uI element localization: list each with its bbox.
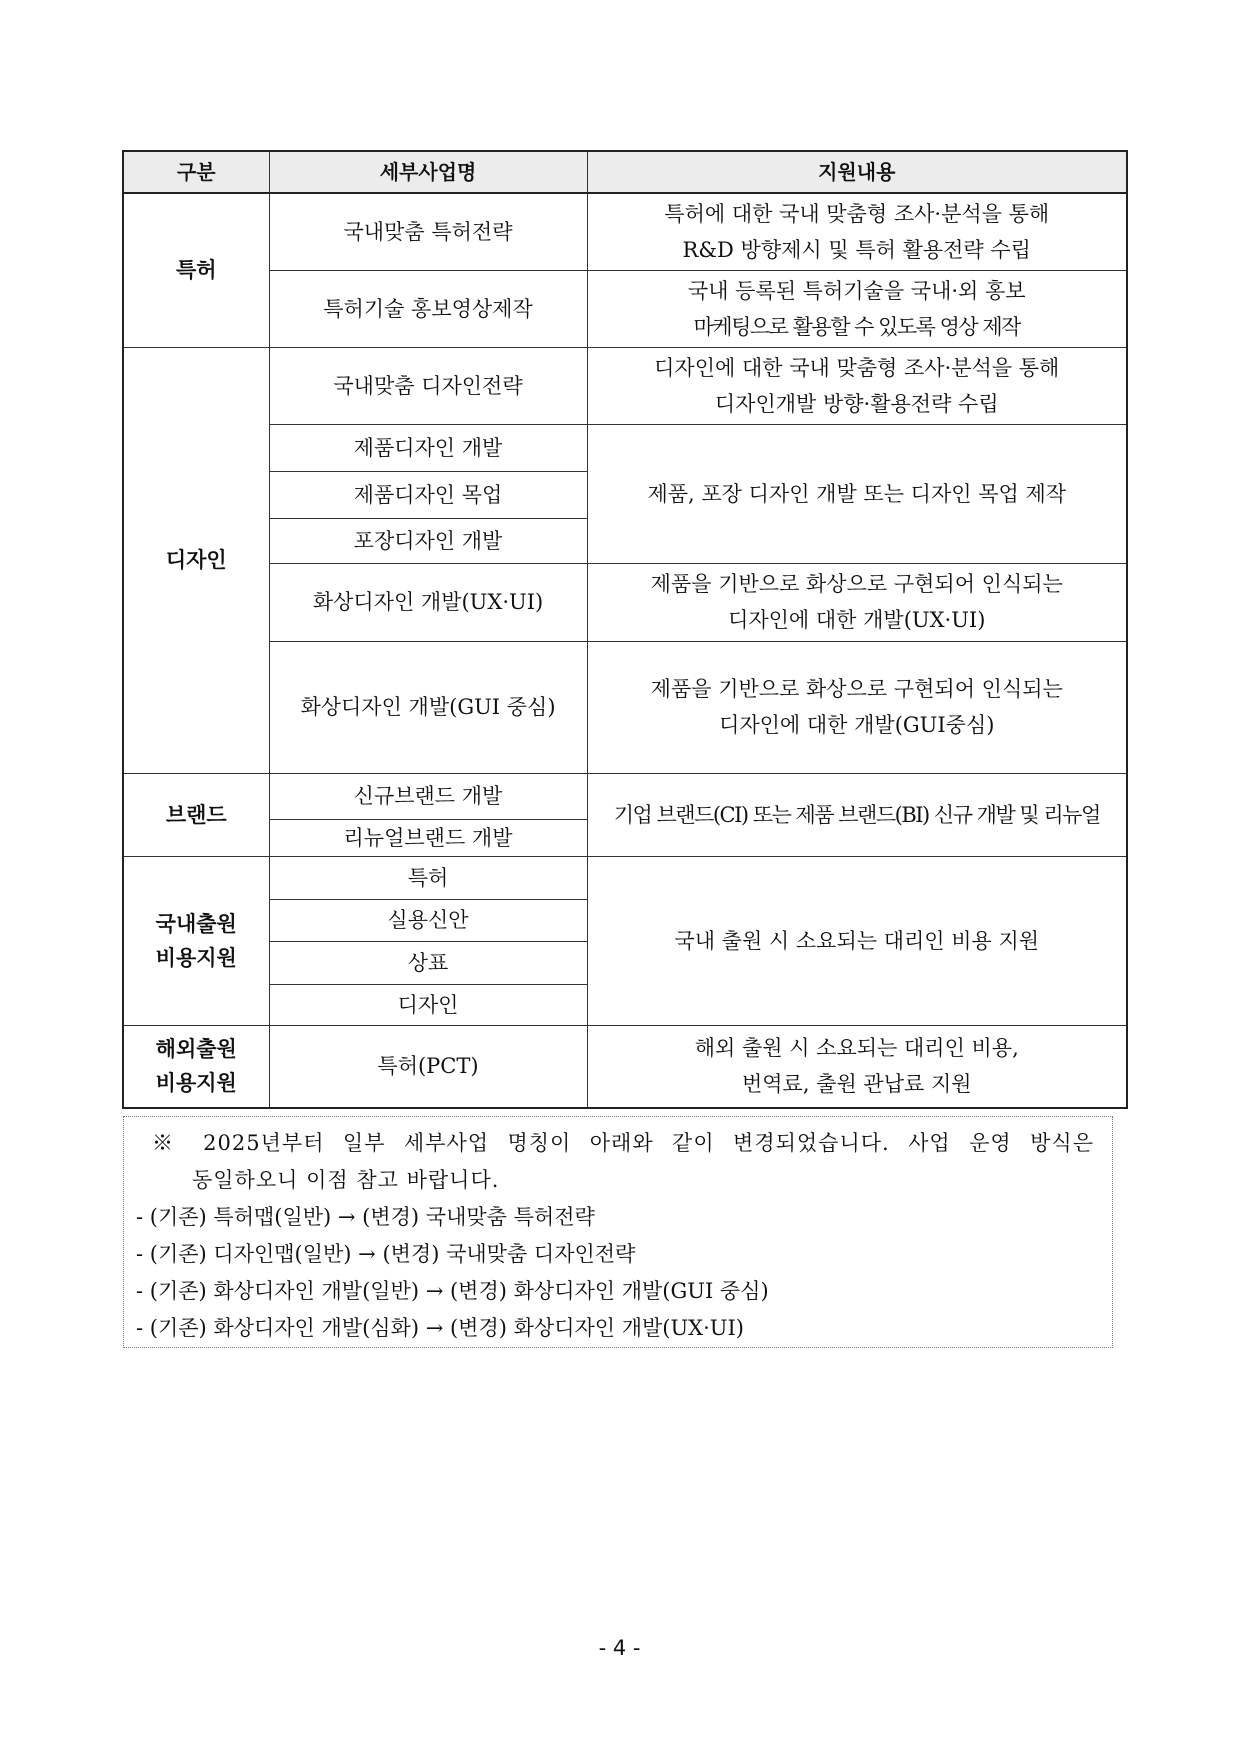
category-line: 비용지원 — [155, 945, 237, 970]
change-list-item: - (기존) 디자인맵(일반) → (변경) 국내맞춤 디자인전략 — [136, 1242, 636, 1266]
table-row — [123, 563, 1127, 641]
program-cell: 특허 — [269, 856, 587, 899]
table-header-row — [123, 151, 1127, 193]
category-cell-patent: 특허 — [123, 193, 269, 347]
category-line: 해외출원 — [155, 1037, 237, 1062]
table-row — [123, 193, 1127, 270]
change-list-item: - (기존) 특허맵(일반) → (변경) 국내맞춤 특허전략 — [136, 1205, 595, 1229]
content-line: R&D 방향제시 및 특허 활용전략 수립 — [682, 237, 1031, 262]
header-program: 세부사업명 — [269, 151, 587, 193]
content-line: 해외 출원 시 소요되는 대리인 비용, — [694, 1036, 1019, 1061]
content-line: 디자인에 대한 개발(GUI중심) — [719, 713, 995, 737]
content-cell: 기업 브랜드(CI) 또는 제품 브랜드(BI) 신규 개발 및 리뉴얼 — [587, 773, 1127, 856]
program-cell: 제품디자인 개발 — [269, 424, 587, 471]
program-cell: 실용신안 — [269, 899, 587, 941]
content-cell — [587, 193, 1127, 270]
note-text-line: ※ 2025년부터 일부 세부사업 명칭이 아래와 같이 변경되었습니다. 사업 운영 방식은 — [152, 1131, 1094, 1155]
category-cell-domestic — [123, 856, 269, 1025]
program-cell: 신규브랜드 개발 — [269, 773, 587, 819]
program-cell: 디자인 — [269, 984, 587, 1025]
table-row — [123, 641, 1127, 773]
change-list-item: - (기존) 화상디자인 개발(일반) → (변경) 화상디자인 개발(GUI 중심) — [136, 1279, 769, 1303]
table-row — [123, 270, 1127, 347]
category-line: 국내출원 — [155, 911, 237, 936]
program-cell: 특허(PCT) — [269, 1025, 587, 1108]
category-cell-brand: 브랜드 — [123, 773, 269, 856]
content-line: 특허에 대한 국내 맞춤형 조사·분석을 통해 — [664, 201, 1050, 226]
content-line: 디자인에 대한 개발(UX·UI) — [728, 608, 986, 632]
note-text-line: 동일하오니 이점 참고 바랍니다. — [192, 1168, 500, 1192]
content-cell — [587, 347, 1127, 424]
content-cell: 국내 출원 시 소요되는 대리인 비용 지원 — [587, 856, 1127, 1025]
content-line: 제품을 기반으로 화상으로 구현되어 인식되는 — [650, 677, 1063, 701]
content-line: 디자인개발 방향·활용전략 수립 — [714, 391, 999, 416]
content-cell — [587, 270, 1127, 347]
program-cell: 특허기술 홍보영상제작 — [269, 270, 587, 347]
program-cell: 국내맞춤 디자인전략 — [269, 347, 587, 424]
table-row — [123, 347, 1127, 424]
program-cell: 리뉴얼브랜드 개발 — [269, 819, 587, 856]
content-line: 디자인에 대한 국내 맞춤형 조사·분석을 통해 — [654, 355, 1060, 380]
program-cell: 화상디자인 개발(UX·UI) — [269, 563, 587, 641]
program-cell: 화상디자인 개발(GUI 중심) — [269, 641, 587, 773]
content-cell — [587, 641, 1127, 773]
program-cell: 국내맞춤 특허전략 — [269, 193, 587, 270]
category-line: 비용지원 — [155, 1071, 237, 1096]
table-row — [123, 773, 1127, 819]
content-line: 국내 등록된 특허기술을 국내·외 홍보 — [687, 278, 1026, 303]
program-cell: 제품디자인 목업 — [269, 471, 587, 518]
table-row — [123, 1025, 1127, 1108]
content-line: 제품을 기반으로 화상으로 구현되어 인식되는 — [650, 572, 1063, 596]
table-row — [123, 424, 1127, 471]
page-number: - 4 - — [598, 1636, 641, 1660]
category-cell-overseas — [123, 1025, 269, 1108]
change-list-item: - (기존) 화상디자인 개발(심화) → (변경) 화상디자인 개발(UX·UI) — [136, 1316, 744, 1340]
content-line: 마케팅으로 활용할 수 있도록 영상 제작 — [693, 314, 1020, 339]
program-cell: 상표 — [269, 941, 587, 984]
header-category: 구분 — [123, 151, 269, 193]
category-cell-design: 디자인 — [123, 347, 269, 773]
content-line: 번역료, 출원 관납료 지원 — [741, 1072, 972, 1097]
table-row — [123, 856, 1127, 899]
program-cell: 포장디자인 개발 — [269, 518, 587, 563]
header-content: 지원내용 — [587, 151, 1127, 193]
content-cell — [587, 1025, 1127, 1108]
content-cell: 제품, 포장 디자인 개발 또는 디자인 목업 제작 — [587, 424, 1127, 563]
program-table — [122, 150, 1128, 1109]
content-cell — [587, 563, 1127, 641]
name-change-note — [123, 1116, 1113, 1348]
